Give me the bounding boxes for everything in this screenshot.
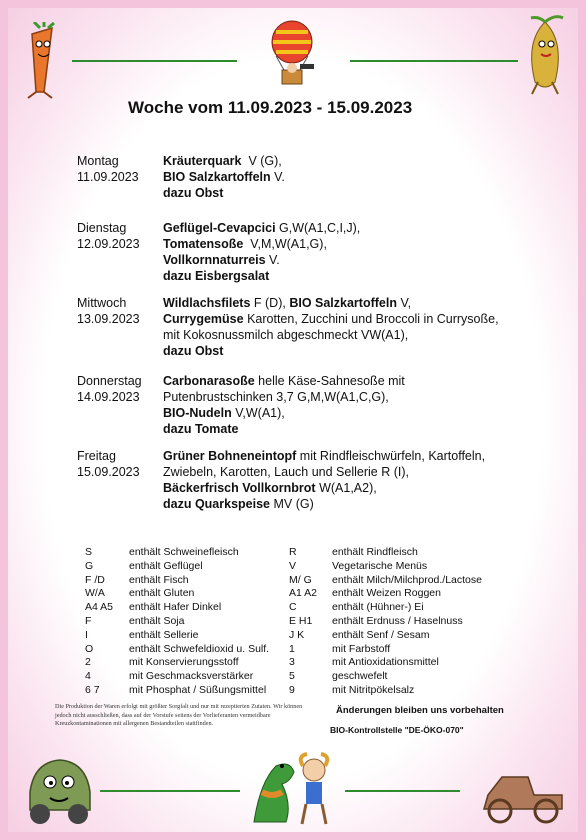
day-name: Dienstag	[77, 221, 127, 235]
menu-line	[163, 448, 533, 464]
dish-name: Carbonarasoße	[163, 374, 255, 388]
day-label	[77, 448, 140, 480]
dish-detail: G,W(A1,C,I,J),	[275, 221, 361, 235]
menu-line	[163, 185, 533, 201]
dish-name: dazu Eisbergsalat	[163, 269, 270, 283]
legend-text: mit Farbstoff	[332, 642, 391, 655]
dish-name: Bäckerfrisch Vollkornbrot	[163, 481, 316, 495]
dish-name: BIO Salzkartoffeln	[163, 170, 271, 184]
day-menu	[163, 220, 533, 284]
legend-text: enthält Rindfleisch	[332, 546, 418, 558]
dish-name: Wildlachsfilets	[163, 296, 251, 310]
dish-detail: V.	[265, 253, 280, 267]
day-menu	[163, 373, 533, 437]
day-date: 12.09.2023	[77, 237, 140, 251]
production-footnote: Die Produktion der Waren erfolgt mit größter Sorgfalt und nur mit rezeptierten Zutaten. Wir können jedoch nicht ausschließen, dass auf der Vorstufe seitens der Vorlieferanten vermeidbare Kreuzkontaminationen mit allergenen Bestandteilen stattfinden.	[55, 703, 303, 727]
legend-text: enthält Milch/Milchprod./Lactose	[332, 573, 482, 586]
legend-text: enthält Weizen Roggen	[332, 587, 441, 600]
legend-code: 3	[289, 656, 295, 669]
dish-name: BIO Salzkartoffeln	[289, 296, 397, 310]
legend-text: mit Antioxidationsmittel	[332, 656, 439, 669]
day-label	[77, 220, 140, 252]
dish-name: Grüner Bohneneintopf	[163, 449, 297, 463]
dish-detail: V,	[396, 296, 412, 310]
menu-line	[163, 153, 533, 169]
day-menu	[163, 153, 533, 201]
day-name: Mittwoch	[77, 296, 127, 310]
day-menu	[163, 448, 533, 512]
legend-text: mit Geschmacksverstärker	[129, 670, 254, 683]
legend-code: 4	[85, 670, 91, 683]
dragon-and-girl-icon	[248, 752, 344, 832]
menu-line	[163, 389, 533, 405]
menu-line	[163, 373, 533, 389]
legend-text: enthält Geflügel	[129, 559, 203, 572]
legend-code: A4 A5	[85, 601, 114, 614]
dish-name: dazu Obst	[163, 186, 224, 200]
legend-code: 1	[289, 642, 295, 655]
balloon-kids-icon	[262, 20, 328, 92]
day-label	[77, 373, 142, 405]
legend-text: mit Konservierungsstoff	[129, 656, 239, 669]
day-label	[77, 153, 139, 185]
dish-detail: V,W(A1),	[231, 406, 285, 420]
menu-line	[163, 421, 533, 437]
day-name: Montag	[77, 154, 119, 168]
day-date: 11.09.2023	[77, 170, 139, 184]
legend-text: mit Nitritpökelsalz	[332, 684, 415, 696]
page-title: Woche vom 11.09.2023 - 15.09.2023	[128, 98, 413, 117]
day-name: Donnerstag	[77, 374, 142, 388]
legend-text: enthält Schwefeldioxid u. Sulf.	[129, 642, 270, 655]
day-name: Freitag	[77, 449, 116, 463]
bottom-rule-right	[345, 790, 460, 792]
dish-name: dazu Obst	[163, 344, 224, 358]
menu-line	[163, 169, 533, 185]
legend-code: O	[85, 642, 94, 655]
dish-detail: mit Rindfleischwürfeln, Kartoffeln,	[296, 449, 486, 463]
changes-note: Änderungen bleiben uns vorbehalten	[336, 705, 504, 716]
car-mascot-icon	[20, 752, 96, 828]
legend-code: A1 A2	[289, 587, 318, 600]
menu-line	[163, 220, 533, 236]
menu-line	[163, 236, 533, 252]
dish-name: Tomatensoße	[163, 237, 244, 251]
dish-name: Geflügel-Cevapcici	[163, 221, 276, 235]
dish-detail: MV (G)	[270, 497, 314, 511]
menu-line	[163, 327, 533, 343]
legend-text: enthält (Hühner-) Ei	[332, 601, 424, 614]
legend-code: G	[85, 559, 94, 572]
menu-line	[163, 252, 533, 268]
menu-line	[163, 480, 533, 496]
menu-line	[163, 464, 533, 480]
legend-code: E H1	[289, 615, 313, 627]
day-date: 14.09.2023	[77, 390, 140, 404]
dish-name: BIO-Nudeln	[163, 406, 232, 420]
dish-name: Currygemüse	[163, 312, 244, 326]
legend-text: enthält Erdnuss / Haselnuss	[332, 615, 463, 627]
dish-name: Kräuterquark	[163, 154, 242, 168]
dish-name: dazu Tomate	[163, 422, 239, 436]
legend-left	[85, 546, 285, 698]
top-rule-left	[72, 60, 237, 62]
dish-name: dazu Quarkspeise	[163, 497, 270, 511]
menu-line	[163, 343, 533, 359]
dish-detail: V,M,W(A1,G),	[243, 237, 327, 251]
legend-text: enthält Schweinefleisch	[129, 546, 239, 558]
dish-detail: V.	[270, 170, 285, 184]
legend-code: J K	[289, 628, 305, 641]
bio-control-note: BIO-Kontrollstelle "DE-ÖKO-070"	[330, 725, 464, 735]
day-date: 13.09.2023	[77, 312, 140, 326]
legend-text: enthält Soja	[129, 615, 185, 627]
vintage-car-icon	[474, 765, 570, 827]
menu-line	[163, 295, 533, 311]
legend-code: F /D	[85, 573, 105, 586]
dish-detail: V (G),	[241, 154, 282, 168]
legend-code: C	[289, 601, 297, 614]
top-rule-right	[350, 60, 518, 62]
menu-line	[163, 311, 533, 327]
legend-code: 5	[289, 670, 295, 683]
day-date: 15.09.2023	[77, 465, 140, 479]
day-label	[77, 295, 140, 327]
legend-text: geschwefelt	[332, 670, 388, 683]
legend-code: I	[85, 628, 88, 641]
legend-text: enthält Sellerie	[129, 628, 199, 641]
bottom-rule-left	[100, 790, 240, 792]
dish-detail: Zwiebeln, Karotten, Lauch und Sellerie R (I),	[163, 465, 409, 479]
legend-code: V	[289, 559, 297, 572]
legend-right	[289, 546, 519, 698]
dish-name: Vollkornnaturreis	[163, 253, 266, 267]
legend-code: W/A	[85, 587, 105, 600]
legend-text: enthält Gluten	[129, 587, 195, 600]
legend-text: enthält Senf / Sesam	[332, 628, 430, 641]
vegetable-mascot-icon	[520, 14, 570, 98]
legend-code: R	[289, 546, 297, 558]
dish-detail: W(A1,A2),	[315, 481, 377, 495]
legend-text: Vegetarische Menüs	[332, 559, 428, 572]
dish-detail: mit Kokosnussmilch abgeschmeckt VW(A1),	[163, 328, 409, 342]
dish-detail: helle Käse-Sahnesoße mit	[254, 374, 405, 388]
menu-line	[163, 268, 533, 284]
menu-line	[163, 405, 533, 421]
dish-detail: Putenbrustschinken 3,7 G,M,W(A1,C,G),	[163, 390, 389, 404]
legend-code: 6 7	[85, 684, 100, 696]
day-menu	[163, 295, 533, 359]
legend-code: M/ G	[289, 573, 312, 586]
legend-code: S	[85, 546, 93, 558]
legend-code: F	[85, 615, 92, 627]
dish-detail: F (D),	[250, 296, 290, 310]
dish-detail: Karotten, Zucchini und Broccoli in Currysoße,	[243, 312, 499, 326]
legend-code: 9	[289, 684, 295, 696]
legend-code: 2	[85, 656, 91, 669]
carrot-mascot-icon	[18, 22, 66, 100]
legend-text: enthält Fisch	[129, 573, 189, 586]
menu-line	[163, 496, 533, 512]
legend-text: mit Phosphat / Süßungsmittel	[129, 684, 267, 696]
legend-text: enthält Hafer Dinkel	[129, 601, 222, 614]
